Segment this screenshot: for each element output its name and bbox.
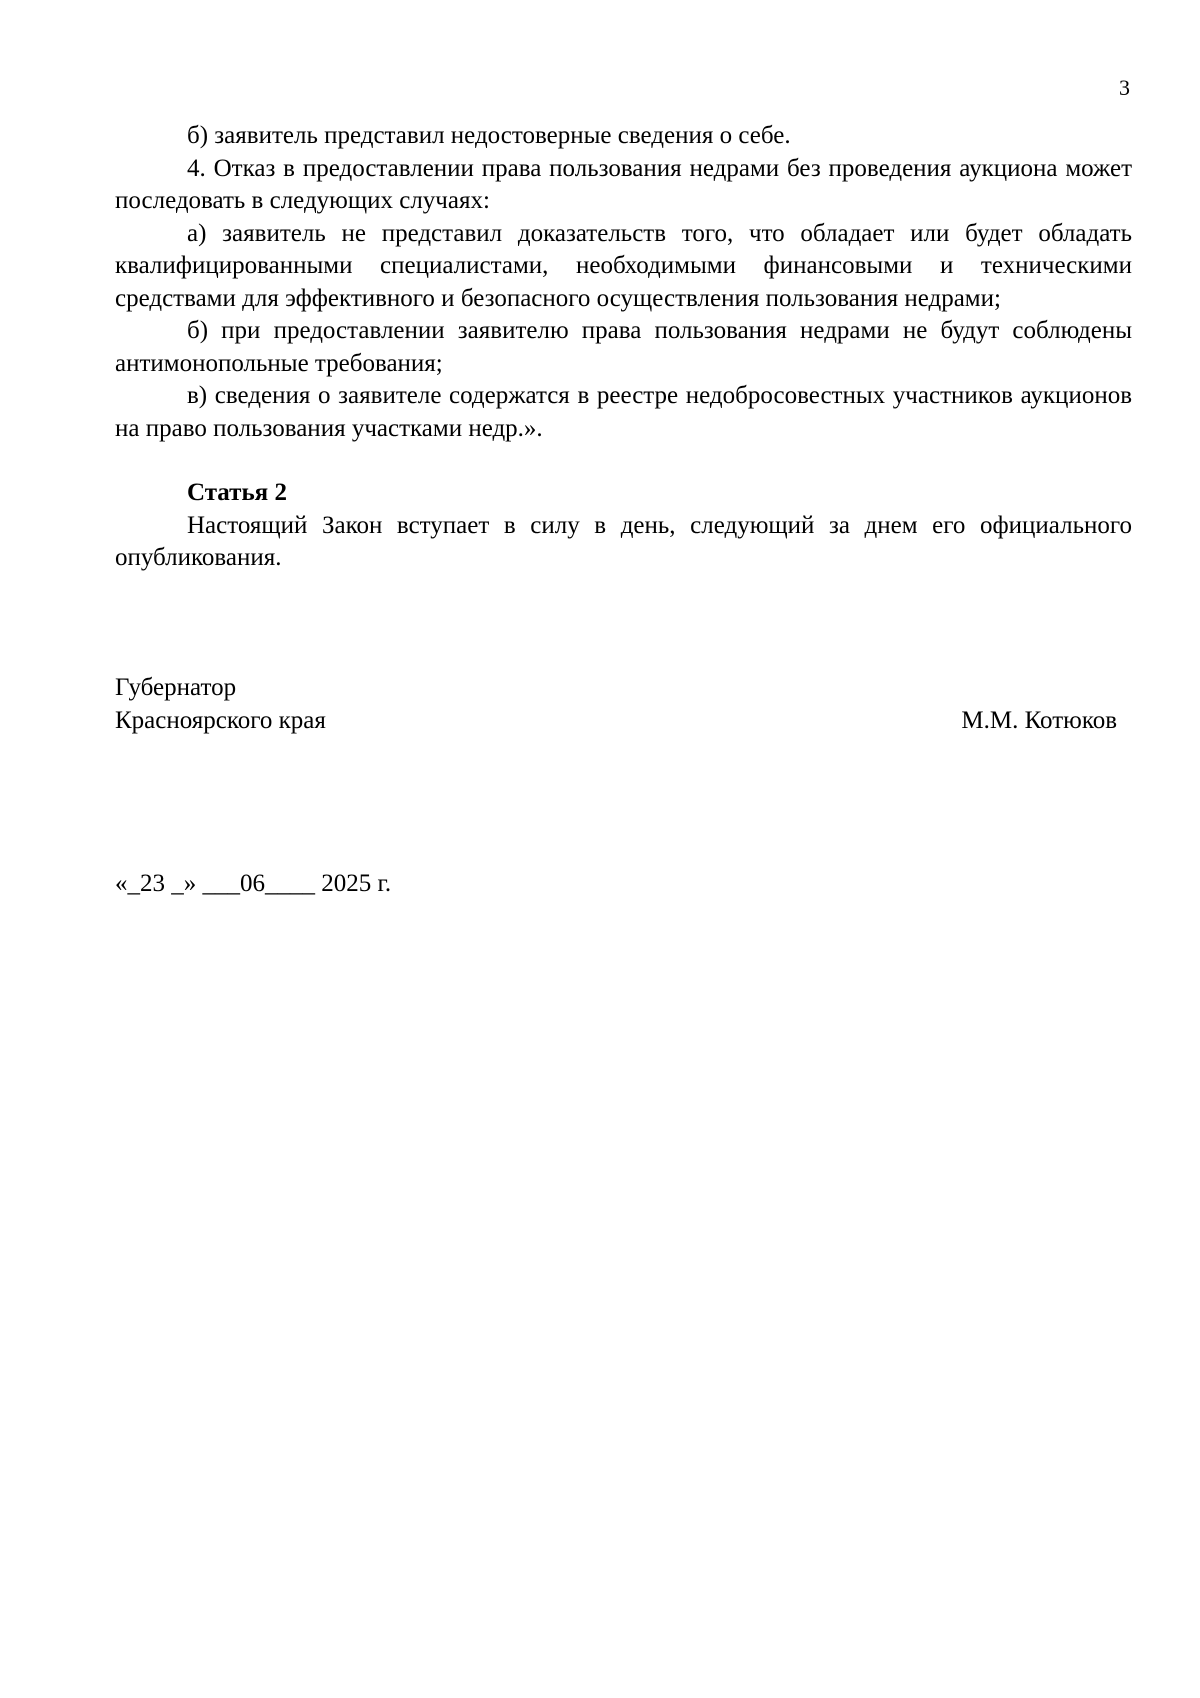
signatory-title-line1: Губернатор	[115, 674, 237, 701]
signing-date: «_23 _» ___06____ 2025 г.	[115, 870, 392, 897]
paragraph-refusal-grounds: 4. Отказ в предоставлении права пользования недрами без проведения аукциона может последовать в следующих случаях:	[115, 154, 1132, 214]
section-spacer	[115, 445, 1132, 477]
article-2-heading: Статья 2	[187, 479, 287, 506]
signatory-title-line2: Красноярского края	[115, 706, 326, 734]
article-2-text: Настоящий Закон вступает в силу в день, следующий за днем его официального опубликования.	[115, 511, 1132, 571]
paragraph-item-b-false-info: б) заявитель представил недостоверные сведения о себе.	[187, 122, 791, 149]
paragraph-item-b-antimonopoly: б) при предоставлении заявителю права пользования недрами не будут соблюдены антимонопольные требования;	[115, 317, 1132, 377]
signature-row	[115, 705, 1132, 738]
signatory-name: М.М. Котюков	[961, 706, 1117, 734]
signature-block	[115, 672, 1132, 737]
paragraph-item-v-registry: в) сведения о заявителе содержатся в реестре недобросовестных участников аукционов на право пользования участками недр.».	[115, 382, 1132, 442]
page-number: 3	[1119, 75, 1130, 100]
document-body	[115, 120, 1132, 575]
paragraph-item-a-specialists: а) заявитель не представил доказательств того, что обладает или будет обладать квалифицированными специалистами, необходимыми финансовыми и техническими средствами для эффективного и безопасного осуществления пользования недрами;	[115, 219, 1132, 312]
